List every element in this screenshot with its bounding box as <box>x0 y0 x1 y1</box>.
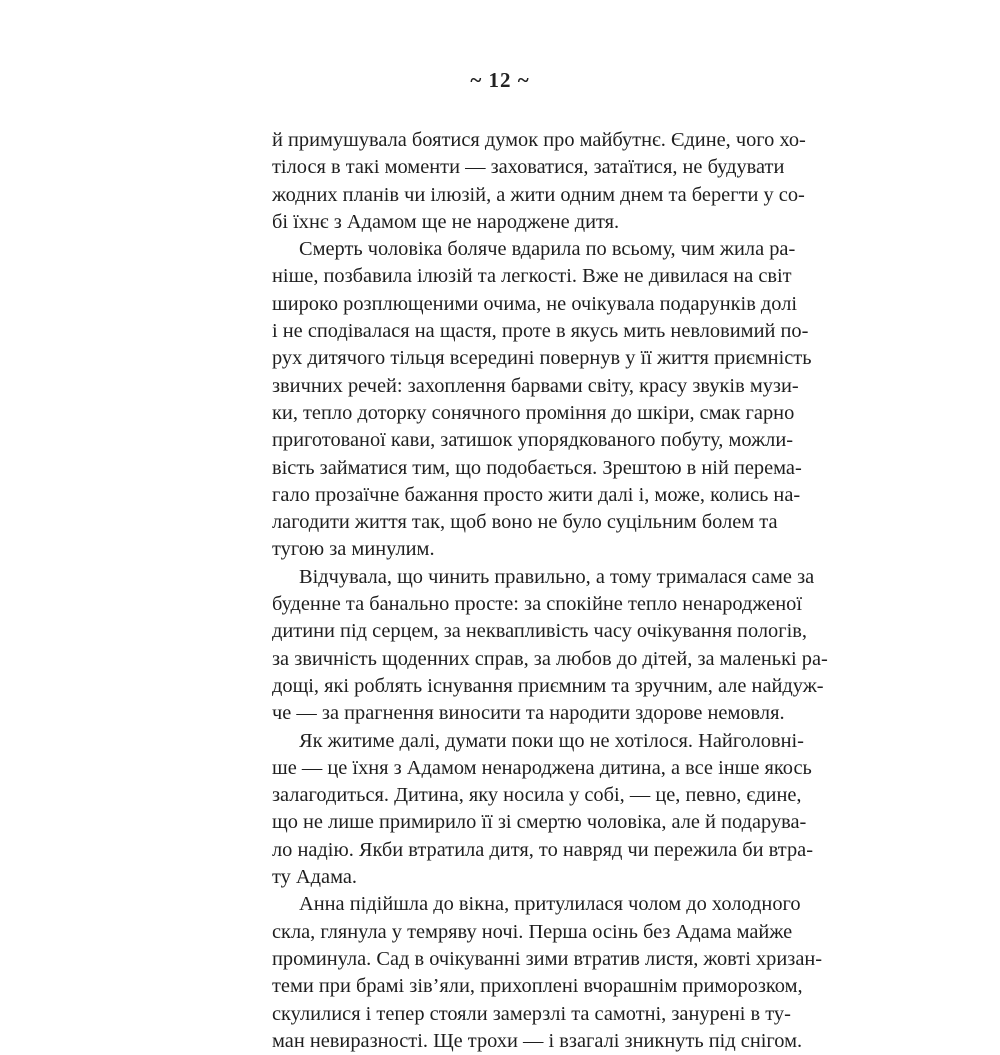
text-line: Як житиме далі, думати поки що не хотілося. Найголовні- <box>299 729 804 752</box>
text-line: Анна підійшла до вікна, притулилася чолом до холодного <box>299 893 801 916</box>
text-line: бі їхнє з Адамом ще не народжене дитя. <box>272 210 620 233</box>
text-line: тілося в такі моменти — заховатися, затаїтися, не будувати <box>272 156 785 179</box>
text-line: скла, глянула у темряву ночі. Перша осінь без Адама майже <box>272 920 793 943</box>
page-number: ~ 12 ~ <box>470 68 530 92</box>
text-line: рух дитячого тільця всередині повернув у її життя приємність <box>272 347 812 370</box>
text-line: ше — це їхня з Адамом ненароджена дитина, а все інше якось <box>272 756 812 779</box>
text-line: че — за прагнення виносити та народити здорове немовля. <box>272 702 785 725</box>
text-line: ло надію. Якби втратила дитя, то навряд чи пережила би втра- <box>272 838 813 861</box>
text-line: вість займатися тим, що подобається. Зрештою в ній перема- <box>272 456 802 479</box>
text-line: дитини під серцем, за неквапливість часу очікування пологів, <box>272 620 808 643</box>
text-line: що не лише примирило її зі смертю чоловіка, але й подарува- <box>272 811 807 834</box>
text-line: жодних планів чи ілюзій, а жити одним днем та берегти у со- <box>272 183 805 206</box>
text-line: дощі, які роблять існування приємним та зручним, але найдуж- <box>272 674 824 697</box>
text-line: ки, тепло доторку сонячного проміння до шкіри, смак гарно <box>272 401 795 424</box>
text-line: широко розплющеними очима, не очікувала подарунків долі <box>272 292 798 315</box>
text-line: лагодити життя так, щоб воно не було суцільним болем та <box>272 511 778 534</box>
text-line: звичних речей: захоплення барвами світу, красу звуків музи- <box>272 374 799 397</box>
text-line: і не сподівалася на щастя, проте в якусь мить невловимий по- <box>272 320 809 343</box>
text-line: ту Адама. <box>272 866 357 889</box>
text-line: гало прозаїчне бажання просто жити далі і, може, колись на- <box>272 483 801 506</box>
text-line: скулилися і тепер стояли замерзлі та самотні, занурені в ту- <box>272 1002 791 1025</box>
text-line: буденне та банально просте: за спокійне тепло ненародженої <box>272 593 803 616</box>
text-line: за звичність щоденних справ, за любов до дітей, за маленькі ра- <box>272 647 828 670</box>
text-line: й примушувала боятися думок про майбутнє. Єдине, чого хо- <box>272 129 806 151</box>
text-line: ман невиразності. Ще трохи — і взагалі зникнуть під снігом. <box>272 1029 803 1052</box>
text-line: приготованої кави, затишок упорядкованого побуту, можли- <box>272 429 794 452</box>
text-line: ніше, позбавила ілюзій та легкості. Вже не дивилася на світ <box>272 265 792 288</box>
text-line: проминула. Сад в очікуванні зими втратив листя, жовті хризан- <box>272 947 823 970</box>
text-line: тугою за минулим. <box>272 538 435 561</box>
text-line: Смерть чоловіка боляче вдарила по всьому, чим жила ра- <box>299 238 796 261</box>
text-line: Відчувала, що чинить правильно, а тому трималася саме за <box>299 565 815 588</box>
body-text <box>272 127 828 1055</box>
text-line: теми при брамі зів’яли, прихоплені вчорашнім приморозком, <box>272 975 803 998</box>
text-line: залагодиться. Дитина, яку носила у собі, — це, певно, єдине, <box>272 784 802 807</box>
